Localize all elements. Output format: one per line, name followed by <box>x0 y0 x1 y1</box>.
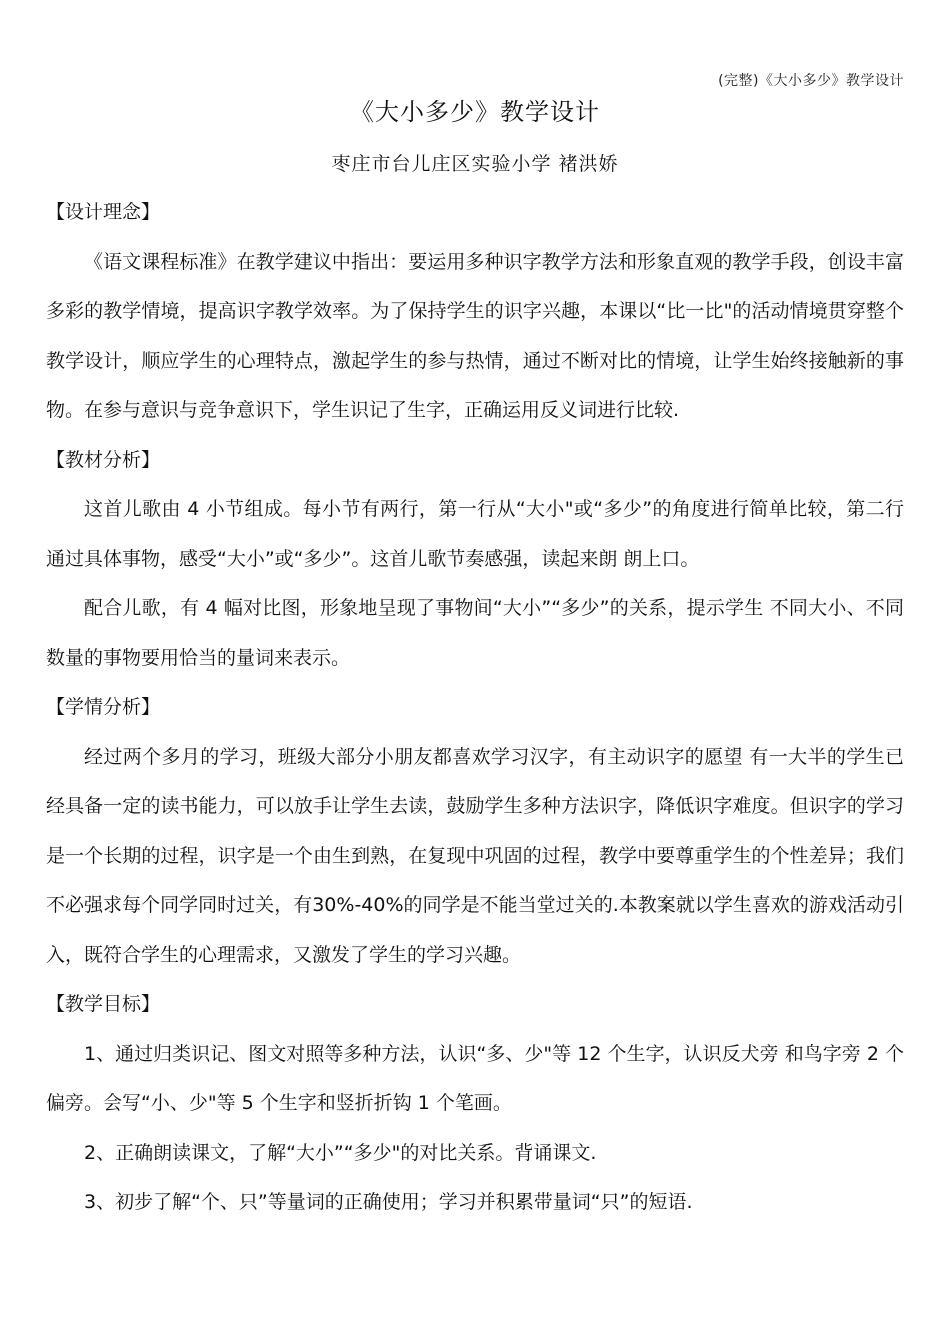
section-material-analysis <box>46 436 904 684</box>
section-teaching-goals <box>46 980 904 1228</box>
paragraph: 1、通过归类识记、图文对照等多种方法，认识“多、少"等 12 个生字，认识反犬旁 和鸟字旁 2 个偏旁。会写“小、少"等 5 个生字和竖折折钩 1 个笔画。 <box>46 1042 904 1114</box>
paragraph: 这首儿歌由 4 小节组成。每小节有两行，第一行从“大小"或“多少”的角度进行简单比较，第二行通过具体事物，感受“大小”或“多少”。这首儿歌节奏感强，读起来朗 朗上口。 <box>46 498 904 570</box>
paragraph: 2、正确朗读课文，了解“大小”“多少"的对比关系。背诵课文. <box>84 1141 597 1164</box>
section-student-analysis <box>46 683 904 980</box>
document-body <box>46 188 904 1228</box>
section-heading: 【设计理念】 <box>46 201 161 223</box>
section-heading: 【教材分析】 <box>46 448 161 471</box>
page-title: 《大小多少》教学设计 <box>350 98 600 126</box>
paragraph: 经过两个多月的学习，班级大部分小朋友都喜欢学习汉字，有主动识字的愿望 有一大半的学生已经具备一定的读书能力，可以放手让学生去读，鼓励学生多种方法识字，降低识字难度。但识字的学习是一个长期的过程，识字是一个由生到熟，在复现中巩固的过程，教学中要尊重学生的个性差异；我们不必强求每个同学同时过关，有30%-40%的同学是不能当堂过关的.本教案就以学生喜欢的游戏活动引入，既符合学生的心理需求，又激发了学生的学习兴趣。 <box>46 745 904 966</box>
paragraph: 《语文课程标准》在教学建议中指出：要运用多种识字教学方法和形象直观的教学手段，创设丰富多彩的教学情境，提高识字教学效率。为了保持学生的识字兴趣，本课以“比一比"的活动情境贯穿整个教学设计，顺应学生的心理特点，激起学生的参与热情，通过不断对比的情境，让学生始终接触新的事物。在参与意识与竞争意识下，学生识记了生字，正确运用反义词进行比较. <box>46 250 904 421</box>
paragraph: 配合儿歌，有 4 幅对比图，形象地呈现了事物间“大小”“多少”的关系，提示学生 不同大小、不同数量的事物要用恰当的量词来表示。 <box>46 597 904 669</box>
paragraph: 3、初步了解“个、只”等量词的正确使用；学习并积累带量词“只”的短语. <box>84 1191 693 1213</box>
running-header: (完整)《大小多少》教学设计 <box>718 73 904 89</box>
section-heading: 【教学目标】 <box>46 993 161 1015</box>
author-line: 枣庄市台儿庄区实验小学 褚洪娇 <box>331 153 619 175</box>
section-heading: 【学情分析】 <box>46 696 161 718</box>
section-design-concept <box>46 188 904 436</box>
